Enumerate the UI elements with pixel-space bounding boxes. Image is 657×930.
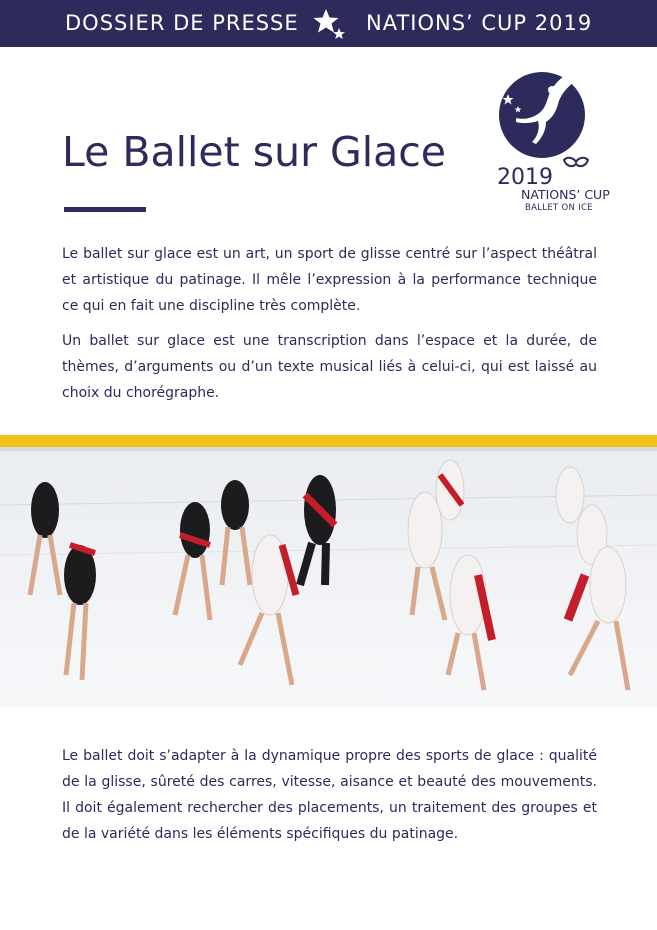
logo-name: NATIONS’ CUP xyxy=(521,187,610,202)
intro-paragraph: Le ballet sur glace est un art, un sport de glisse centré sur l’aspect théâtral et artistique du patinage. Il mêle l’expression à la performance technique ce qui en fait une discipline très complète. xyxy=(62,246,597,314)
page-title: Le Ballet sur Glace xyxy=(62,128,447,176)
logo-subtitle: BALLET ON ICE xyxy=(525,203,593,213)
title-underline xyxy=(64,207,146,212)
logo-year: 2019 xyxy=(497,165,553,190)
header-bar xyxy=(0,0,657,47)
header-left-label: DOSSIER DE PRESSE xyxy=(65,11,299,35)
header-right-label: NATIONS’ CUP 2019 xyxy=(366,11,593,35)
requirements-paragraph: Le ballet doit s’adapter à la dynamique propre des sports de glace : qualité de la glisse, sûreté des carres, vitesse, aisance et beauté des mouvements. Il doit également rechercher des placements, un traitement des groupes et de la variété dans les éléments spécifiques du patinage. xyxy=(62,748,597,842)
skaters-photo xyxy=(0,435,657,707)
stars-icon xyxy=(312,6,348,42)
definition-paragraph: Un ballet sur glace est une transcription dans l’espace et la durée, de thèmes, d’arguments ou d’un texte musical liés à celui-ci, qui est laissé au choix du chorégraphe. xyxy=(62,333,597,401)
